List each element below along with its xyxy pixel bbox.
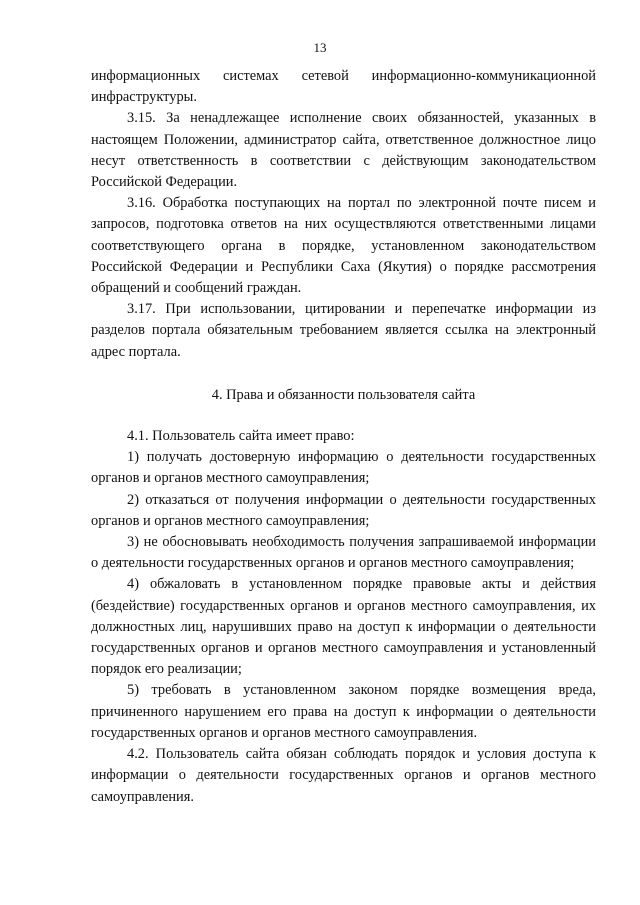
page-number: 13 [313, 40, 327, 55]
document-body [91, 66, 596, 808]
section-heading: 4. Права и обязанности пользователя сайта [211, 386, 476, 403]
paragraph-4-1: 4.1. Пользователь сайта имеет право: [127, 428, 355, 445]
list-item-3: 3) не обосновывать необходимость получения запрашиваемой информации о деятельности государственных органов и органов местного самоуправления; [91, 534, 596, 572]
paragraph-3-16: 3.16. Обработка поступающих на портал по электронной почте писем и запросов, подготовка ответов на них осуществляются ответственными лицами соответствующего органа в порядке, установленном законодательством Российской Федерации и Республики Саха (Якутия) о порядке рассмотрения обращений и сообщений граждан. [91, 195, 596, 297]
paragraph-3-15: 3.15. За ненадлежащее исполнение своих обязанностей, указанных в настоящем Положении, администратор сайта, ответственное должностное лицо несут ответственность в соответствии с действующим законодательством Российской Федерации. [91, 110, 596, 191]
list-item-5: 5) требовать в установленном законом порядке возмещения вреда, причиненного нарушением его права на доступ к информации о деятельности государственных органов и органов местного самоуправления. [91, 682, 596, 741]
list-item-4: 4) обжаловать в установленном порядке правовые акты и действия (бездействие) государственных органов и органов местного самоуправления, их должностных лиц, нарушивших право на доступ к информации о деятельности государственных органов и органов местного самоуправления и установленный порядок его реализации; [91, 576, 596, 678]
paragraph-continuation: информационных системах сетевой информационно-коммуникационной инфраструктуры. [91, 68, 596, 106]
list-item-1: 1) получать достоверную информацию о деятельности государственных органов и органов местного самоуправления; [91, 449, 596, 487]
paragraph-3-17: 3.17. При использовании, цитировании и перепечатке информации из разделов портала обязательным требованием является ссылка на электронный адрес портала. [91, 301, 596, 360]
paragraph-4-2: 4.2. Пользователь сайта обязан соблюдать порядок и условия доступа к информации о деятельности государственных органов и органов местного самоуправления. [91, 746, 596, 805]
list-item-2: 2) отказаться от получения информации о деятельности государственных органов и органов местного самоуправления; [91, 491, 596, 529]
